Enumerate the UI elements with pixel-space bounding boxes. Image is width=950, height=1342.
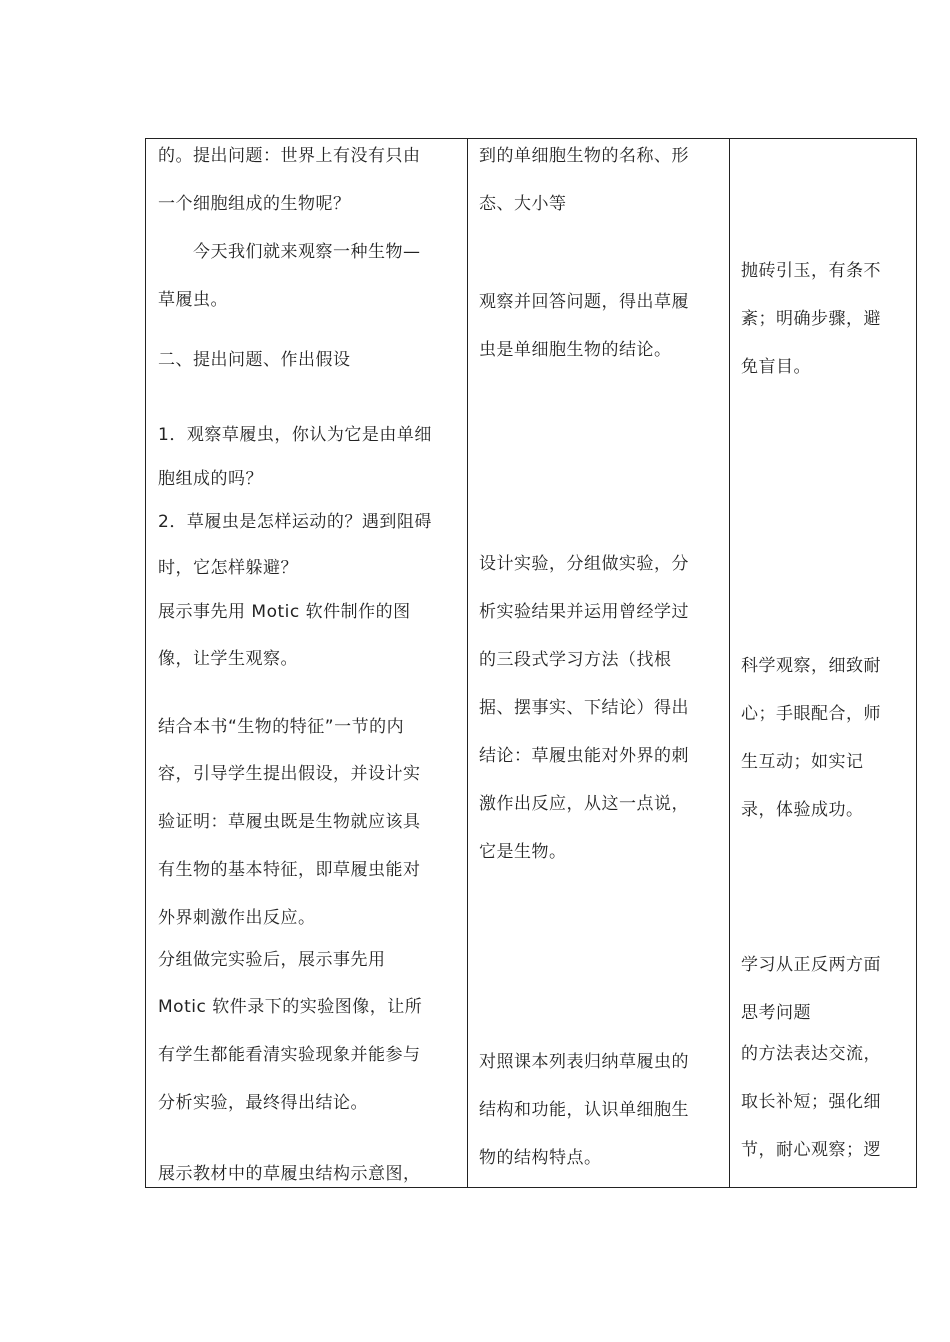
student-activity-line: 设计实验，分组做实验，分 (479, 554, 689, 574)
teacher-activity-line: Motic 软件录下的实验图像，让所 (158, 997, 423, 1017)
question-line: 2．草履虫是怎样运动的？遇到阻碍 (158, 512, 432, 532)
teacher-activity-line: 一个细胞组成的生物呢？ (158, 194, 351, 214)
student-activity-line: 对照课本列表归纳草履虫的 (479, 1052, 689, 1072)
student-activity-line: 结论：草履虫能对外界的刺 (479, 746, 689, 766)
lesson-table (145, 138, 917, 1188)
teacher-activity-line: 展示事先用 Motic 软件制作的图 (158, 602, 411, 622)
student-activity-line: 的三段式学习方法（找根 (479, 650, 672, 670)
teacher-activity-line: 分组做完实验后，展示事先用 (158, 950, 386, 970)
design-intent-line: 抛砖引玉，有条不 (741, 261, 881, 281)
design-intent-line: 学习从正反两方面 (741, 955, 881, 975)
design-intent-line: 科学观察，细致耐 (741, 656, 881, 676)
teacher-activity-line: 今天我们就来观察一种生物— (158, 242, 421, 262)
column-divider-2 (729, 139, 730, 1187)
student-activity-line: 物的结构特点。 (479, 1148, 602, 1168)
question-line: 胞组成的吗？ (158, 469, 263, 489)
teacher-activity-line: 外界刺激作出反应。 (158, 908, 316, 928)
teacher-activity-line: 分析实验，最终得出结论。 (158, 1093, 368, 1113)
design-intent-line: 生互动；如实记 (741, 752, 864, 772)
section-heading: 二、提出问题、作出假设 (158, 350, 351, 370)
question-line: 1．观察草履虫，你认为它是由单细 (158, 425, 432, 445)
design-intent-line: 心；手眼配合，师 (741, 704, 881, 724)
student-activity-line: 态、大小等 (479, 194, 567, 214)
design-intent-line: 取长补短；强化细 (741, 1092, 881, 1112)
teacher-activity-line: 展示教材中的草履虫结构示意图， (158, 1164, 421, 1184)
design-intent-line: 紊；明确步骤，避 (741, 309, 881, 329)
teacher-activity-line: 结合本书“生物的特征”一节的内 (158, 717, 405, 737)
student-activity-line: 它是生物。 (479, 842, 567, 862)
teacher-activity-line: 验证明：草履虫既是生物就应该具 (158, 812, 421, 832)
student-activity-line: 观察并回答问题，得出草履 (479, 292, 689, 312)
question-line: 时，它怎样躲避？ (158, 558, 298, 578)
teacher-activity-line: 像，让学生观察。 (158, 649, 298, 669)
design-intent-line: 节，耐心观察；逻 (741, 1140, 881, 1160)
design-intent-line: 思考问题 (741, 1003, 811, 1023)
design-intent-line: 免盲目。 (741, 357, 811, 377)
teacher-activity-line: 草履虫。 (158, 290, 228, 310)
column-divider-1 (467, 139, 468, 1187)
teacher-activity-line: 的。提出问题：世界上有没有只由 (158, 146, 421, 166)
student-activity-line: 到的单细胞生物的名称、形 (479, 146, 689, 166)
teacher-activity-line: 有学生都能看清实验现象并能参与 (158, 1045, 421, 1065)
teacher-activity-line: 有生物的基本特征，即草履虫能对 (158, 860, 421, 880)
student-activity-line: 析实验结果并运用曾经学过 (479, 602, 689, 622)
teacher-activity-line: 容，引导学生提出假设，并设计实 (158, 764, 421, 784)
student-activity-line: 激作出反应，从这一点说， (479, 794, 689, 814)
student-activity-line: 据、摆事实、下结论）得出 (479, 698, 689, 718)
design-intent-line: 录，体验成功。 (741, 800, 864, 820)
student-activity-line: 虫是单细胞生物的结论。 (479, 340, 672, 360)
design-intent-line: 的方法表达交流， (741, 1044, 881, 1064)
student-activity-line: 结构和功能，认识单细胞生 (479, 1100, 689, 1120)
